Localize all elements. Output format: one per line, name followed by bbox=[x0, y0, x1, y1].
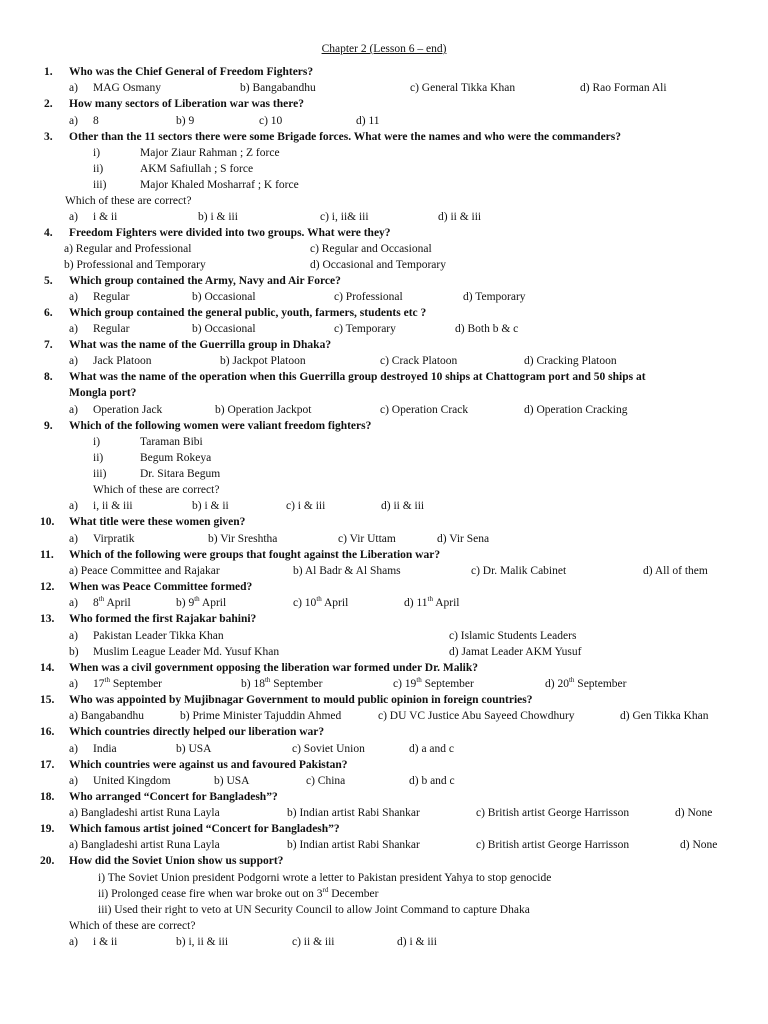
ordinal-suffix: th bbox=[416, 676, 422, 685]
question-number: 14. bbox=[40, 662, 55, 674]
option-text: d) Jamat Leader AKM Yusuf bbox=[449, 646, 582, 658]
ordinal-suffix: th bbox=[194, 595, 200, 604]
option-text: c) Temporary bbox=[334, 323, 396, 335]
option-text: c) Professional bbox=[334, 291, 403, 303]
option-text: a) bbox=[69, 678, 78, 690]
option-text: d) 20th September bbox=[545, 676, 627, 690]
option-text: c) Soviet Union bbox=[292, 743, 365, 755]
question-text: How many sectors of Liberation war was there? bbox=[69, 98, 304, 110]
question-text: When was Peace Committee formed? bbox=[69, 581, 253, 593]
option-text: ii) Prolonged cease fire when war broke out on 3rd December bbox=[98, 886, 379, 900]
option-text: United Kingdom bbox=[93, 775, 171, 787]
option-text: d) b and c bbox=[409, 775, 455, 787]
option-text: d) 11 bbox=[356, 115, 380, 127]
question-text: Other than the 11 sectors there were some Brigade forces. What were the names and who were the commanders? bbox=[69, 131, 622, 143]
option-text: d) All of them bbox=[643, 565, 708, 577]
option-text: c) 10th April bbox=[293, 595, 349, 609]
question-text: What was the name of the operation when this Guerrilla group destroyed 10 ships at Chattogram port and 50 ships at bbox=[69, 371, 646, 383]
question-number: 18. bbox=[40, 791, 55, 803]
option-text: c) DU VC Justice Abu Sayeed Chowdhury bbox=[378, 710, 575, 722]
ordinal-suffix: th bbox=[264, 676, 271, 685]
option-text: b) Indian artist Rabi Shankar bbox=[287, 807, 420, 819]
option-text: d) Temporary bbox=[463, 291, 526, 303]
option-text: Virpratik bbox=[93, 533, 135, 545]
option-text: a) bbox=[69, 355, 78, 367]
question-text: When was a civil government opposing the liberation war formed under Dr. Malik? bbox=[69, 662, 479, 674]
option-text: c) 19th September bbox=[393, 676, 474, 690]
question-number: 15. bbox=[40, 694, 55, 706]
option-text: iii) bbox=[93, 179, 107, 191]
option-text: 8th April bbox=[93, 595, 131, 609]
option-text: a) bbox=[69, 597, 78, 609]
ordinal-suffix: th bbox=[316, 595, 322, 604]
option-text: b) USA bbox=[214, 775, 250, 787]
question-text: Who was the Chief General of Freedom Fighters? bbox=[69, 66, 314, 78]
option-text: i) The Soviet Union president Podgorni wrote a letter to Pakistan president Yahya to stop genocide bbox=[98, 872, 552, 884]
option-text: b) Occasional bbox=[192, 323, 256, 335]
option-text: a) bbox=[69, 500, 78, 512]
option-text: d) Vir Sena bbox=[437, 533, 490, 545]
ordinal-suffix: th bbox=[427, 595, 433, 604]
option-text: c) i, ii& iii bbox=[320, 211, 369, 223]
question-number: 10. bbox=[40, 516, 55, 528]
question-text: How did the Soviet Union show us support? bbox=[69, 855, 284, 867]
option-text: 17th September bbox=[93, 676, 163, 690]
option-text: c) Crack Platoon bbox=[380, 355, 458, 367]
question-text: Which of the following were groups that fought against the Liberation war? bbox=[69, 549, 441, 561]
option-text: c) General Tikka Khan bbox=[410, 82, 516, 94]
option-text: a) bbox=[69, 404, 78, 416]
option-text: AKM Safiullah ; S force bbox=[140, 163, 254, 175]
question-number: 4. bbox=[44, 227, 53, 239]
option-text: Regular bbox=[93, 291, 130, 303]
question-text: Who formed the first Rajakar bahini? bbox=[69, 613, 257, 625]
option-text: d) None bbox=[680, 839, 718, 851]
option-text: d) ii & iii bbox=[438, 211, 482, 223]
option-text: a) bbox=[69, 211, 78, 223]
option-text: Pakistan Leader Tikka Khan bbox=[93, 630, 224, 642]
question-number: 17. bbox=[40, 759, 55, 771]
option-text: d) Gen Tikka Khan bbox=[620, 710, 709, 722]
question-text: Which of the following women were valiant freedom fighters? bbox=[69, 420, 372, 432]
question-text: Which famous artist joined “Concert for Bangladesh”? bbox=[69, 823, 340, 835]
option-text: b) i, ii & iii bbox=[176, 936, 229, 948]
option-text: d) Rao Forman Ali bbox=[580, 82, 667, 94]
option-text: d) Operation Cracking bbox=[524, 404, 628, 416]
option-text: b) 9th April bbox=[176, 595, 227, 609]
option-text: c) Operation Crack bbox=[380, 404, 469, 416]
option-text: ii) bbox=[93, 452, 104, 464]
option-text: a) bbox=[69, 533, 78, 545]
question-text: Which group contained the general public, youth, farmers, students etc ? bbox=[69, 307, 427, 319]
option-text: a) bbox=[69, 775, 78, 787]
option-text: b) i & iii bbox=[198, 211, 238, 223]
option-text: iii) bbox=[93, 468, 107, 480]
option-text: ii) bbox=[93, 163, 104, 175]
option-text: Jack Platoon bbox=[93, 355, 152, 367]
option-text: b) Vir Sreshtha bbox=[208, 533, 278, 545]
option-text: a) bbox=[69, 630, 78, 642]
option-text: a) bbox=[69, 743, 78, 755]
question-number: 5. bbox=[44, 275, 53, 287]
option-text: i, ii & iii bbox=[93, 500, 133, 512]
option-text: Major Ziaur Rahman ; Z force bbox=[140, 147, 280, 159]
question-number: 3. bbox=[44, 131, 53, 143]
option-text: b) Al Badr & Al Shams bbox=[293, 565, 401, 577]
option-text: MAG Osmany bbox=[93, 82, 162, 94]
question-number: 6. bbox=[44, 307, 53, 319]
option-text: i & ii bbox=[93, 936, 118, 948]
option-text: a) bbox=[69, 82, 78, 94]
option-text: Major Khaled Mosharraf ; K force bbox=[140, 179, 299, 191]
question-text: What was the name of the Guerrilla group in Dhaka? bbox=[69, 339, 332, 351]
option-text: a) bbox=[69, 936, 78, 948]
option-text: d) Occasional and Temporary bbox=[310, 259, 446, 271]
option-text: i) bbox=[93, 147, 101, 159]
option-text: b) USA bbox=[176, 743, 212, 755]
question-number: 2. bbox=[44, 98, 53, 110]
option-text: b) 18th September bbox=[241, 676, 323, 690]
option-text: c) 10 bbox=[259, 115, 283, 127]
option-text: Taraman Bibi bbox=[140, 436, 203, 448]
question-text: Which countries directly helped our liberation war? bbox=[69, 726, 325, 738]
option-text: b) Operation Jackpot bbox=[215, 404, 312, 416]
option-text: c) i & iii bbox=[286, 500, 326, 512]
ordinal-suffix: th bbox=[104, 676, 110, 685]
option-text: a) Regular and Professional bbox=[64, 243, 192, 255]
ordinal-suffix: rd bbox=[322, 886, 329, 895]
option-text: b) Jackpot Platoon bbox=[220, 355, 306, 367]
option-text: Which of these are correct? bbox=[93, 484, 220, 496]
option-text: a) Bangabandhu bbox=[69, 710, 145, 722]
option-text: i & ii bbox=[93, 211, 118, 223]
option-text: c) Regular and Occasional bbox=[310, 243, 432, 255]
option-text: a) Bangladeshi artist Runa Layla bbox=[69, 807, 220, 819]
option-text: Operation Jack bbox=[93, 404, 163, 416]
option-text: d) None bbox=[675, 807, 713, 819]
ordinal-suffix: th bbox=[98, 595, 105, 604]
option-text: a) bbox=[69, 323, 78, 335]
ordinal-suffix: th bbox=[568, 676, 575, 685]
option-text: Muslim League Leader Md. Yusuf Khan bbox=[93, 646, 280, 658]
option-text: Regular bbox=[93, 323, 130, 335]
option-text: c) China bbox=[306, 775, 346, 787]
option-text: b) Prime Minister Tajuddin Ahmed bbox=[180, 710, 342, 722]
question-text: Which countries were against us and favoured Pakistan? bbox=[69, 759, 348, 771]
question-text: What title were these women given? bbox=[69, 516, 246, 528]
option-text: Begum Rokeya bbox=[140, 452, 212, 464]
question-text: Mongla port? bbox=[69, 387, 137, 399]
option-text: b) Occasional bbox=[192, 291, 256, 303]
option-text: d) i & iii bbox=[397, 936, 437, 948]
option-text: c) Dr. Malik Cabinet bbox=[471, 565, 567, 577]
option-text: Dr. Sitara Begum bbox=[140, 468, 221, 480]
option-text: d) Cracking Platoon bbox=[524, 355, 617, 367]
question-number: 7. bbox=[44, 339, 53, 351]
option-text: d) ii & iii bbox=[381, 500, 425, 512]
question-text: Who arranged “Concert for Bangladesh”? bbox=[69, 791, 278, 803]
option-text: a) Peace Committee and Rajakar bbox=[69, 565, 220, 577]
option-text: c) Vir Uttam bbox=[338, 533, 396, 545]
question-text: Which group contained the Army, Navy and Air Force? bbox=[69, 275, 341, 287]
question-number: 13. bbox=[40, 613, 55, 625]
question-number: 8. bbox=[44, 371, 53, 383]
option-text: b) Bangabandhu bbox=[240, 82, 316, 94]
option-text: d) a and c bbox=[409, 743, 455, 755]
question-number: 19. bbox=[40, 823, 55, 835]
option-text: c) Islamic Students Leaders bbox=[449, 630, 577, 642]
option-text: 8 bbox=[93, 115, 99, 127]
question-number: 12. bbox=[40, 581, 55, 593]
question-text: Freedom Fighters were divided into two groups. What were they? bbox=[69, 227, 391, 239]
option-text: Which of these are correct? bbox=[65, 195, 192, 207]
option-text: c) British artist George Harrisson bbox=[476, 839, 630, 851]
option-text: a) bbox=[69, 115, 78, 127]
option-text: India bbox=[93, 743, 117, 755]
question-number: 20. bbox=[40, 855, 55, 867]
option-text: b) Professional and Temporary bbox=[64, 259, 206, 271]
option-text: c) ii & iii bbox=[292, 936, 335, 948]
option-text: Which of these are correct? bbox=[69, 920, 196, 932]
option-text: c) British artist George Harrisson bbox=[476, 807, 630, 819]
option-text: b) bbox=[69, 646, 79, 658]
page-title: Chapter 2 (Lesson 6 – end) bbox=[321, 43, 447, 55]
option-text: d) Both b & c bbox=[455, 323, 519, 335]
option-text: b) 9 bbox=[176, 115, 195, 127]
option-text: b) i & ii bbox=[192, 500, 229, 512]
question-number: 11. bbox=[40, 549, 54, 561]
option-text: i) bbox=[93, 436, 101, 448]
option-text: iii) Used their right to veto at UN Security Council to allow Joint Command to capture Dhaka bbox=[98, 904, 530, 916]
question-number: 9. bbox=[44, 420, 53, 432]
option-text: b) Indian artist Rabi Shankar bbox=[287, 839, 420, 851]
option-text: d) 11th April bbox=[404, 595, 460, 609]
option-text: a) Bangladeshi artist Runa Layla bbox=[69, 839, 220, 851]
question-number: 1. bbox=[44, 66, 53, 78]
option-text: a) bbox=[69, 291, 78, 303]
question-text: Who was appointed by Mujibnagar Government to mould public opinion in foreign countries? bbox=[69, 694, 533, 706]
question-number: 16. bbox=[40, 726, 55, 738]
